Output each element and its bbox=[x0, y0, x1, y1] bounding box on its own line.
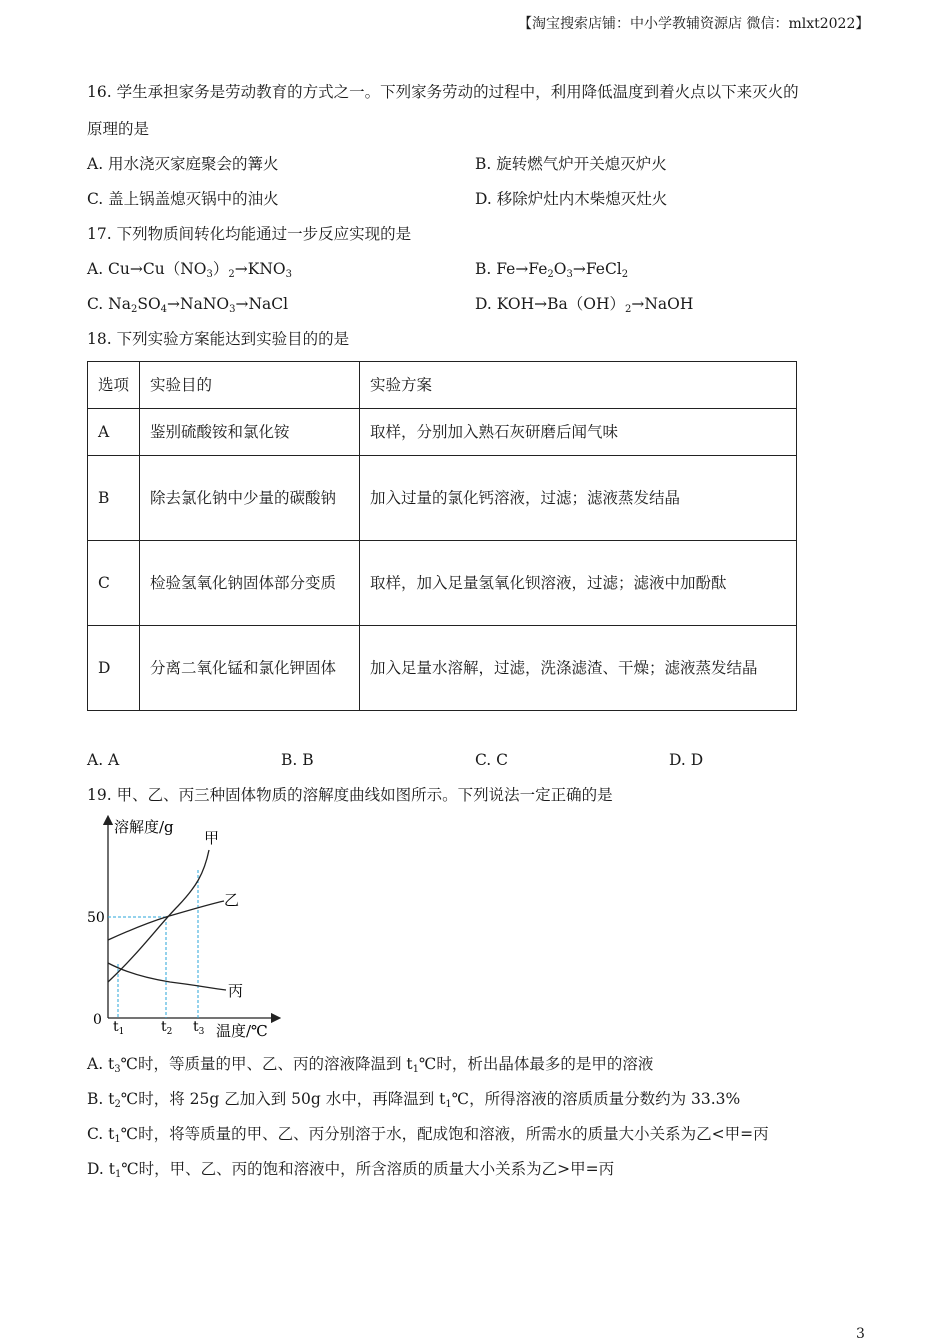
table-cell: C bbox=[88, 541, 140, 626]
x-tick-t1: $t_1$ bbox=[113, 1019, 125, 1037]
table-cell: A bbox=[88, 409, 140, 456]
table-header-cell: 实验方案 bbox=[360, 362, 797, 409]
q17-option-c: C. $Na_2SO_4\to NaNO_3\to NaCl$ bbox=[87, 295, 289, 315]
table-cell: D bbox=[88, 626, 140, 711]
table-row bbox=[88, 626, 797, 711]
q19-stem: 19. 甲、乙、丙三种固体物质的溶解度曲线如图所示。下列说法一定正确的是 bbox=[87, 786, 613, 804]
x-tick-t2: $t_2$ bbox=[161, 1019, 173, 1037]
curve-jia bbox=[108, 850, 209, 982]
curve-bing bbox=[108, 963, 226, 990]
q19-option-c: C. $t_1℃$时，将等质量的甲、乙、丙分别溶于水，配成饱和溶液，所需水的质量大小关系为乙<甲=丙 bbox=[87, 1125, 769, 1145]
table-header-row bbox=[88, 362, 797, 409]
table-row bbox=[88, 541, 797, 626]
q19-option-b: B. $t_2℃$时，将 25g 乙加入到 50g 水中，再降温到 $t_1℃$，所得溶液的溶质质量分数约为 33.3% bbox=[87, 1090, 741, 1110]
table-cell: 取样，加入足量氢氧化钡溶液，过滤；滤液中加酚酞 bbox=[360, 541, 797, 626]
page-header: 【淘宝搜索店铺：中小学教辅资源店 微信：mlxt2022】 bbox=[518, 16, 870, 32]
series-label-yi: 乙 bbox=[224, 891, 240, 909]
table-cell: 除去氯化钠中少量的碳酸钠 bbox=[140, 456, 360, 541]
table-cell: B bbox=[88, 456, 140, 541]
table-cell: 取样，分别加入熟石灰研磨后闻气味 bbox=[360, 409, 797, 456]
table-header-cell: 实验目的 bbox=[140, 362, 360, 409]
q16-option-c: C. 盖上锅盖熄灭锅中的油火 bbox=[87, 190, 279, 208]
q17-stem: 17. 下列物质间转化均能通过一步反应实现的是 bbox=[87, 225, 412, 243]
table-cell: 分离二氧化锰和氯化钾固体 bbox=[140, 626, 360, 711]
q16-option-b: B. 旋转燃气炉开关熄灭炉火 bbox=[475, 155, 667, 173]
y-tick-50: 50 bbox=[87, 910, 105, 926]
q16-option-d: D. 移除炉灶内木柴熄灭灶火 bbox=[475, 190, 668, 208]
q19-option-d: D. $t_1℃$时，甲、乙、丙的饱和溶液中，所含溶质的质量大小关系为乙>甲=丙 bbox=[87, 1160, 615, 1180]
table-header-cell: 选项 bbox=[88, 362, 140, 409]
table-cell: 加入过量的氯化钙溶液，过滤；滤液蒸发结晶 bbox=[360, 456, 797, 541]
series-label-jia: 甲 bbox=[204, 829, 220, 847]
y-axis-label: 溶解度/g bbox=[114, 818, 174, 836]
q18-option-c: C. C bbox=[475, 751, 509, 769]
q17-option-b: B. $Fe\to Fe_2O_3\to FeCl_2$ bbox=[475, 260, 629, 280]
q18-option-b: B. B bbox=[281, 751, 314, 769]
solubility-chart bbox=[80, 812, 290, 1042]
page-number: 3 bbox=[856, 1326, 865, 1342]
q18-stem: 18. 下列实验方案能达到实验目的的是 bbox=[87, 330, 350, 348]
series-label-bing: 丙 bbox=[228, 982, 244, 1000]
table-cell: 加入足量水溶解，过滤，洗涤滤渣、干燥；滤液蒸发结晶 bbox=[360, 626, 797, 711]
table-row bbox=[88, 456, 797, 541]
q16-stem-cont: 原理的是 bbox=[87, 120, 150, 138]
q18-table bbox=[87, 361, 797, 711]
q17-option-a: A. $Cu\to Cu(NO_3)_2\to KNO_3$ bbox=[87, 260, 292, 280]
q17-option-d: D. $KOH\to Ba(OH)_2\to NaOH$ bbox=[475, 295, 694, 315]
x-axis-label: 温度/℃ bbox=[216, 1022, 268, 1040]
table-cell: 检验氢氧化钠固体部分变质 bbox=[140, 541, 360, 626]
origin-label: 0 bbox=[93, 1012, 102, 1028]
table-cell: 鉴别硫酸铵和氯化铵 bbox=[140, 409, 360, 456]
table-row bbox=[88, 409, 797, 456]
q19-option-a: A. $t_3℃$时，等质量的甲、乙、丙的溶液降温到 $t_1℃$时，析出晶体最多的是甲的溶液 bbox=[87, 1055, 654, 1075]
x-tick-t3: $t_3$ bbox=[193, 1019, 205, 1037]
q18-option-d: D. D bbox=[669, 751, 704, 769]
q16-stem: 16. 学生承担家务是劳动教育的方式之一。下列家务劳动的过程中，利用降低温度到着火点以下来灭火的 bbox=[87, 83, 799, 101]
q18-option-a: A. A bbox=[87, 751, 120, 769]
q16-option-a: A. 用水浇灭家庭聚会的篝火 bbox=[87, 155, 279, 173]
